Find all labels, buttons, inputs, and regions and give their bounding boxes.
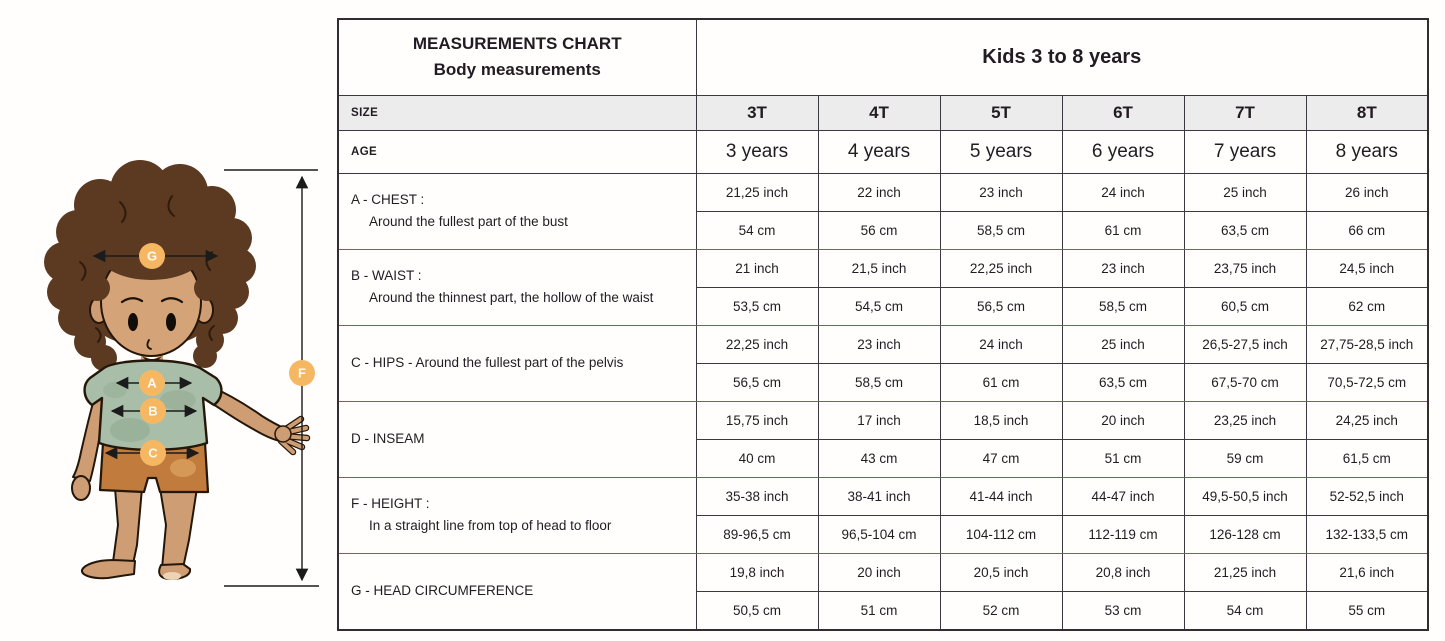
age-row xyxy=(338,130,1428,173)
hips-label-line1: C - HIPS - Around the fullest part of the pelvis xyxy=(351,354,624,370)
value-cell: 19,8 inch xyxy=(696,553,818,591)
chart-title-line2: Body measurements xyxy=(433,60,601,80)
value-cell: 126-128 cm xyxy=(1184,515,1306,553)
value-cell: 23 inch xyxy=(818,325,940,363)
head-label-line1: G - HEAD CIRCUMFERENCE xyxy=(351,582,534,598)
value-cell: 15,75 inch xyxy=(696,401,818,439)
badge-b-label: B xyxy=(148,403,158,419)
value-cell: 51 cm xyxy=(1062,439,1184,477)
chest-label xyxy=(338,173,696,249)
height-label xyxy=(338,477,696,553)
chart-title xyxy=(338,19,696,95)
value-cell: 63,5 cm xyxy=(1184,211,1306,249)
height-label-line1: F - HEIGHT : xyxy=(351,495,430,511)
age-value: 5 years xyxy=(940,130,1062,173)
waist-label-line2: Around the thinnest part, the hollow of the waist xyxy=(369,290,654,305)
value-cell: 70,5-72,5 cm xyxy=(1306,363,1428,401)
value-cell: 52-52,5 inch xyxy=(1306,477,1428,515)
right-eye xyxy=(166,313,176,331)
value-cell: 27,75-28,5 inch xyxy=(1306,325,1428,363)
value-cell: 20 inch xyxy=(1062,401,1184,439)
value-cell: 60,5 cm xyxy=(1184,287,1306,325)
age-value: 6 years xyxy=(1062,130,1184,173)
age-value: 8 years xyxy=(1306,130,1428,173)
age-value: 3 years xyxy=(696,130,818,173)
head-label xyxy=(338,553,696,630)
value-cell: 89-96,5 cm xyxy=(696,515,818,553)
value-cell: 54 cm xyxy=(1184,591,1306,630)
value-cell: 26,5-27,5 inch xyxy=(1184,325,1306,363)
age-value: 7 years xyxy=(1184,130,1306,173)
waist-inch-row xyxy=(338,249,1428,287)
measurements-table xyxy=(337,18,1429,631)
value-cell: 50,5 cm xyxy=(696,591,818,630)
value-cell: 22 inch xyxy=(818,173,940,211)
chest-inch-row xyxy=(338,173,1428,211)
size-8t: 8T xyxy=(1306,95,1428,130)
waist-label xyxy=(338,249,696,325)
value-cell: 47 cm xyxy=(940,439,1062,477)
height-inch-row xyxy=(338,477,1428,515)
table-header-row xyxy=(338,19,1428,95)
age-row-label: AGE xyxy=(338,130,696,173)
age-group-title: Kids 3 to 8 years xyxy=(696,19,1428,95)
value-cell: 59 cm xyxy=(1184,439,1306,477)
age-value: 4 years xyxy=(818,130,940,173)
head-inch-row xyxy=(338,553,1428,591)
value-cell: 24 inch xyxy=(940,325,1062,363)
value-cell: 38-41 inch xyxy=(818,477,940,515)
value-cell: 20 inch xyxy=(818,553,940,591)
value-cell: 21,25 inch xyxy=(696,173,818,211)
value-cell: 67,5-70 cm xyxy=(1184,363,1306,401)
value-cell: 23 inch xyxy=(1062,249,1184,287)
left-hand xyxy=(72,476,90,500)
value-cell: 20,5 inch xyxy=(940,553,1062,591)
value-cell: 25 inch xyxy=(1184,173,1306,211)
value-cell: 104-112 cm xyxy=(940,515,1062,553)
value-cell: 56,5 cm xyxy=(940,287,1062,325)
inseam-label xyxy=(338,401,696,477)
value-cell: 53 cm xyxy=(1062,591,1184,630)
badge-c-label: C xyxy=(148,445,158,461)
value-cell: 132-133,5 cm xyxy=(1306,515,1428,553)
value-cell: 23,75 inch xyxy=(1184,249,1306,287)
value-cell: 54 cm xyxy=(696,211,818,249)
value-cell: 17 inch xyxy=(818,401,940,439)
value-cell: 25 inch xyxy=(1062,325,1184,363)
value-cell: 55 cm xyxy=(1306,591,1428,630)
value-cell: 35-38 inch xyxy=(696,477,818,515)
size-row-label: SIZE xyxy=(338,95,696,130)
value-cell: 26 inch xyxy=(1306,173,1428,211)
child-illustration xyxy=(0,0,337,636)
value-cell: 56 cm xyxy=(818,211,940,249)
value-cell: 41-44 inch xyxy=(940,477,1062,515)
value-cell: 62 cm xyxy=(1306,287,1428,325)
chest-label-line1: A - CHEST : xyxy=(351,191,425,207)
size-3t: 3T xyxy=(696,95,818,130)
value-cell: 61,5 cm xyxy=(1306,439,1428,477)
value-cell: 20,8 inch xyxy=(1062,553,1184,591)
value-cell: 112-119 cm xyxy=(1062,515,1184,553)
inseam-label-line1: D - INSEAM xyxy=(351,430,425,446)
size-7t: 7T xyxy=(1184,95,1306,130)
value-cell: 49,5-50,5 inch xyxy=(1184,477,1306,515)
value-cell: 61 cm xyxy=(1062,211,1184,249)
size-5t: 5T xyxy=(940,95,1062,130)
hips-label xyxy=(338,325,696,401)
chest-label-line2: Around the fullest part of the bust xyxy=(369,214,568,229)
value-cell: 21,25 inch xyxy=(1184,553,1306,591)
value-cell: 43 cm xyxy=(818,439,940,477)
badge-g-label: G xyxy=(146,248,158,264)
inseam-inch-row xyxy=(338,401,1428,439)
value-cell: 23,25 inch xyxy=(1184,401,1306,439)
size-row xyxy=(338,95,1428,130)
value-cell: 96,5-104 cm xyxy=(818,515,940,553)
value-cell: 61 cm xyxy=(940,363,1062,401)
value-cell: 51 cm xyxy=(818,591,940,630)
value-cell: 58,5 cm xyxy=(818,363,940,401)
size-4t: 4T xyxy=(818,95,940,130)
value-cell: 22,25 inch xyxy=(696,325,818,363)
value-cell: 44-47 inch xyxy=(1062,477,1184,515)
value-cell: 24,25 inch xyxy=(1306,401,1428,439)
value-cell: 54,5 cm xyxy=(818,287,940,325)
chart-title-line1: MEASUREMENTS CHART xyxy=(412,33,622,53)
value-cell: 53,5 cm xyxy=(696,287,818,325)
height-label-line2: In a straight line from top of head to floor xyxy=(369,518,612,533)
value-cell: 22,25 inch xyxy=(940,249,1062,287)
badge-a-label: A xyxy=(147,375,157,391)
value-cell: 21,6 inch xyxy=(1306,553,1428,591)
value-cell: 21 inch xyxy=(696,249,818,287)
left-eye xyxy=(128,313,138,331)
waist-label-line1: B - WAIST : xyxy=(351,267,422,283)
left-foot xyxy=(82,560,135,578)
value-cell: 58,5 cm xyxy=(1062,287,1184,325)
value-cell: 56,5 cm xyxy=(696,363,818,401)
value-cell: 52 cm xyxy=(940,591,1062,630)
measurement-figure xyxy=(0,0,337,636)
value-cell: 24,5 inch xyxy=(1306,249,1428,287)
value-cell: 23 inch xyxy=(940,173,1062,211)
value-cell: 63,5 cm xyxy=(1062,363,1184,401)
foot-sole xyxy=(163,572,181,580)
hips-inch-row xyxy=(338,325,1428,363)
size-6t: 6T xyxy=(1062,95,1184,130)
value-cell: 66 cm xyxy=(1306,211,1428,249)
value-cell: 58,5 cm xyxy=(940,211,1062,249)
value-cell: 21,5 inch xyxy=(818,249,940,287)
value-cell: 40 cm xyxy=(696,439,818,477)
legs xyxy=(82,488,197,579)
value-cell: 18,5 inch xyxy=(940,401,1062,439)
badge-f-label: F xyxy=(298,365,306,381)
size-chart xyxy=(337,18,1429,631)
value-cell: 24 inch xyxy=(1062,173,1184,211)
